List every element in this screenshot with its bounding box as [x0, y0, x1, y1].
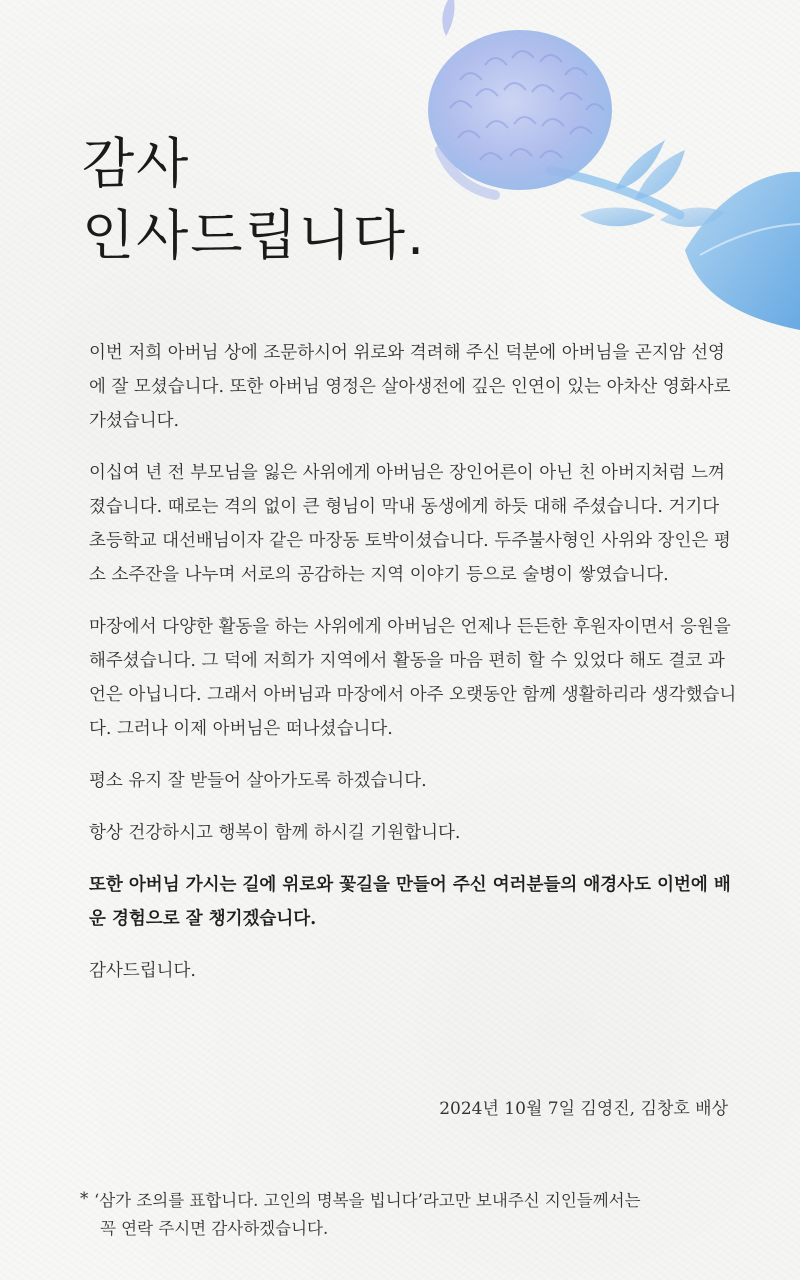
footnote-mark: *	[80, 1189, 89, 1208]
paragraph-condolence-thanks: 이번 저희 아버님 상에 조문하시어 위로와 격려해 주신 덕분에 아버님을 곤지암 선영에 잘 모셨습니다. 또한 아버님 영정은 살아생전에 깊은 인연이 있는 아차산 영화사로 가셨습니다.	[89, 343, 731, 431]
title-line-1: 감사	[82, 132, 191, 195]
signature: 2024년 10월 7일 김영진, 김창호 배상	[439, 1099, 728, 1119]
paragraph-wishes: 항상 건강하시고 행복이 함께 하시길 기원합니다.	[89, 823, 461, 843]
chrysanthemum-watercolor-icon	[400, 0, 800, 340]
paragraph-will: 평소 유지 잘 받들어 살아가도록 하겠습니다.	[89, 771, 427, 791]
footnote	[80, 1187, 760, 1243]
footnote-line-1: ‘삼가 조의를 표합니다. 고인의 명복을 빕니다’라고만 보내주신 지인들께서는	[94, 1191, 641, 1210]
page-title	[82, 128, 426, 272]
paragraph-father-in-law: 이십여 년 전 부모님을 잃은 사위에게 아버님은 장인어른이 아닌 친 아버지처럼 느껴졌습니다. 때로는 격의 없이 큰 형님이 막내 동생에게 하듯 대해 주셨습니다. 거기다 초등학교 대선배님이자 같은 마장동 토박이셨습니다. 두주불사형인 사위와 장인은 평소 소주잔을 나누며 서로의 공감하는 지역 이야기 등으로 술병이 쌓였습니다.	[89, 463, 731, 585]
paragraph-reciprocate: 또한 아버님 가시는 길에 위로와 꽃길을 만들어 주신 여러분들의 애경사도 이번에 배운 경험으로 잘 챙기겠습니다.	[89, 875, 731, 929]
footnote-line-2: 꼭 연락 주시면 감사하겠습니다.	[100, 1219, 329, 1238]
paragraph-support: 마장에서 다양한 활동을 하는 사위에게 아버님은 언제나 든든한 후원자이면서 응원을 해주셨습니다. 그 덕에 저희가 지역에서 활동을 마음 편히 할 수 있었다 해도 결코 과언은 아닙니다. 그래서 아버님과 마장에서 아주 오랫동안 함께 생활하리라 생각했습니다. 그러나 이제 아버님은 떠나셨습니다.	[89, 617, 737, 739]
title-line-2: 인사드립니다.	[82, 204, 427, 267]
paragraph-closing: 감사드립니다.	[89, 961, 196, 981]
letter-body	[89, 336, 739, 1006]
